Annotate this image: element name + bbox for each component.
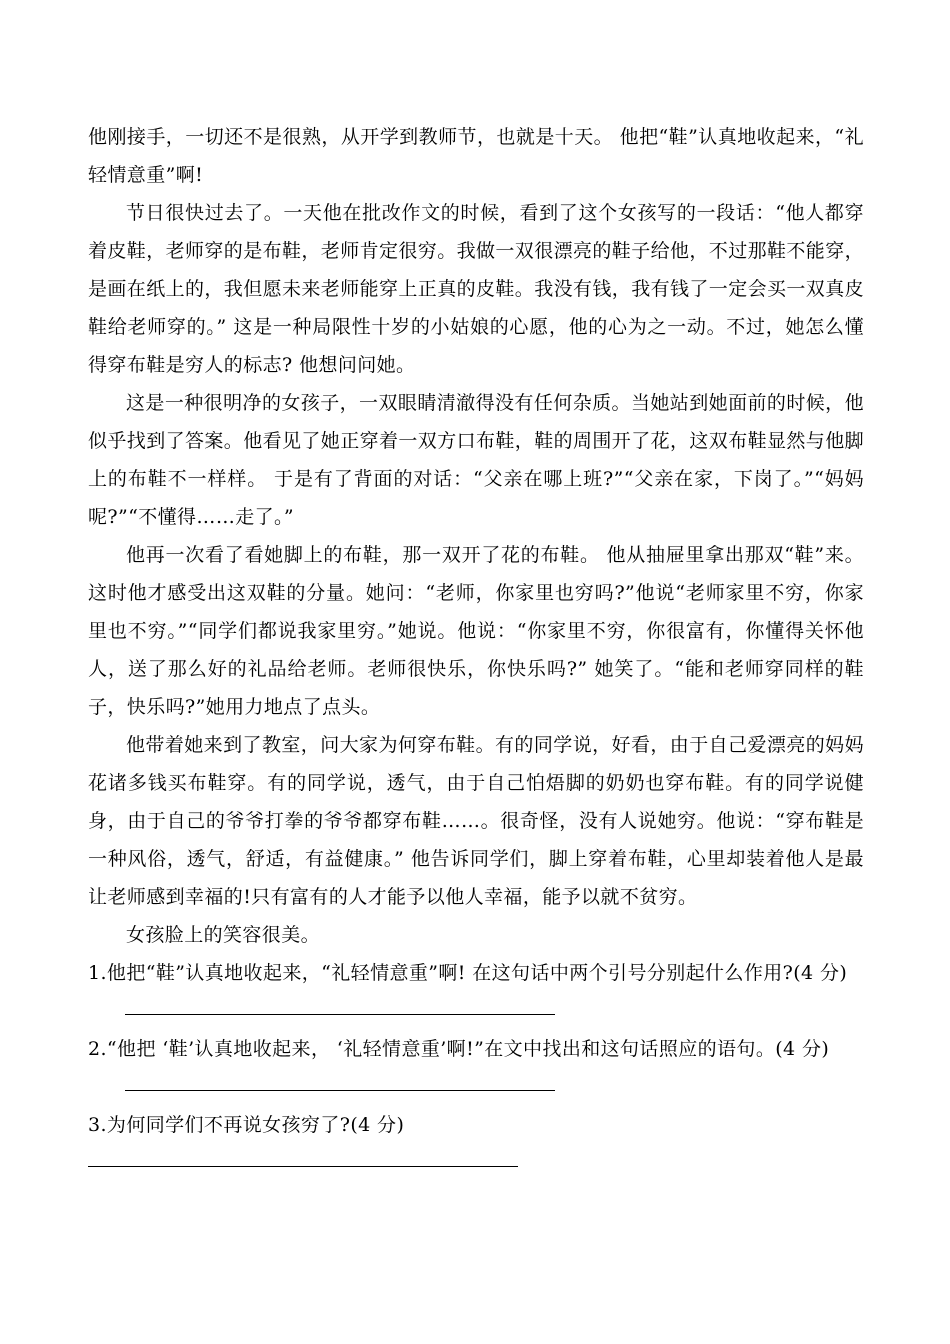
passage-paragraph-4: 他再一次看了看她脚上的布鞋，那一双开了花的布鞋。 他从抽屉里拿出那双“鞋”来。这时他才感受出这双鞋的分量。她问：“老师，你家里也穷吗?”他说“老师家里不穷，你家里也不穷。”“同学们都说我家里穷。”她说。他说：“你家里不穷，你很富有，你懂得关怀他人，送了那么好的礼品给老师。老师很快乐，你快乐吗?” 她笑了。“能和老师穿同样的鞋子，快乐吗?”她用力地点了点头。 bbox=[88, 544, 864, 718]
passage-paragraph-5: 他带着她来到了教室，问大家为何穿布鞋。有的同学说，好看，由于自己爱漂亮的妈妈花诸多钱买布鞋穿。有的同学说，透气，由于自己怕焐脚的奶奶也穿布鞋。有的同学说健身，由于自己的爷爷打拳的爷爷都穿布鞋……。很奇怪，没有人说她穷。他说：“穿布鞋是一种风俗，透气，舒适，有益健康。” 他告诉同学们，脚上穿着布鞋，心里却装着他人是最让老师感到幸福的!只有富有的人才能予以他人幸福，能予以就不贫穷。 bbox=[88, 734, 864, 908]
passage-paragraph-3: 这是一种很明净的女孩子，一双眼睛清澈得没有任何杂质。当她站到她面前的时候，他似乎找到了答案。他看见了她正穿着一双方口布鞋，鞋的周围开了花，这双布鞋显然与他脚上的布鞋不一样样。 于是有了背面的对话：“父亲在哪上班?”“父亲在家，下岗了。”“妈妈呢?”“不懂得……走了。” bbox=[88, 392, 865, 528]
answer-rule-3 bbox=[88, 1166, 518, 1167]
question-1: 1.他把“鞋”认真地收起来，“礼轻情意重”啊! 在这句话中两个引号分别起什么作用?(4 分) bbox=[88, 962, 848, 984]
answer-line-2[interactable] bbox=[88, 1068, 864, 1106]
document-page bbox=[88, 118, 864, 1182]
passage-paragraph-1: 他刚接手，一切还不是很熟，从开学到教师节，也就是十天。 他把“鞋”认真地收起来，“礼轻情意重”啊! bbox=[88, 126, 864, 186]
question-2: 2.“他把 ‘鞋’认真地收起来， ‘礼轻情意重’啊!”在文中找出和这句话照应的语句。(4 分) bbox=[88, 1038, 830, 1060]
question-3: 3.为何同学们不再说女孩穷了?(4 分) bbox=[88, 1114, 405, 1136]
answer-rule-2 bbox=[125, 1090, 555, 1091]
answer-line-3[interactable] bbox=[88, 1144, 864, 1182]
passage-paragraph-2: 节日很快过去了。一天他在批改作文的时候，看到了这个女孩写的一段话：“他人都穿着皮鞋，老师穿的是布鞋，老师肯定很穷。我做一双很漂亮的鞋子给他，不过那鞋不能穿，是画在纸上的，我但愿未来老师能穿上正真的皮鞋。我没有钱，我有钱了一定会买一双真皮鞋给老师穿的。” 这是一种局限性十岁的小姑娘的心愿，他的心为之一动。不过，她怎么懂得穿布鞋是穷人的标志? 他想问问她。 bbox=[88, 202, 865, 376]
passage-paragraph-6: 女孩脸上的笑容很美。 bbox=[126, 924, 321, 946]
answer-line-1[interactable] bbox=[88, 992, 864, 1030]
answer-rule-1 bbox=[125, 1014, 555, 1015]
